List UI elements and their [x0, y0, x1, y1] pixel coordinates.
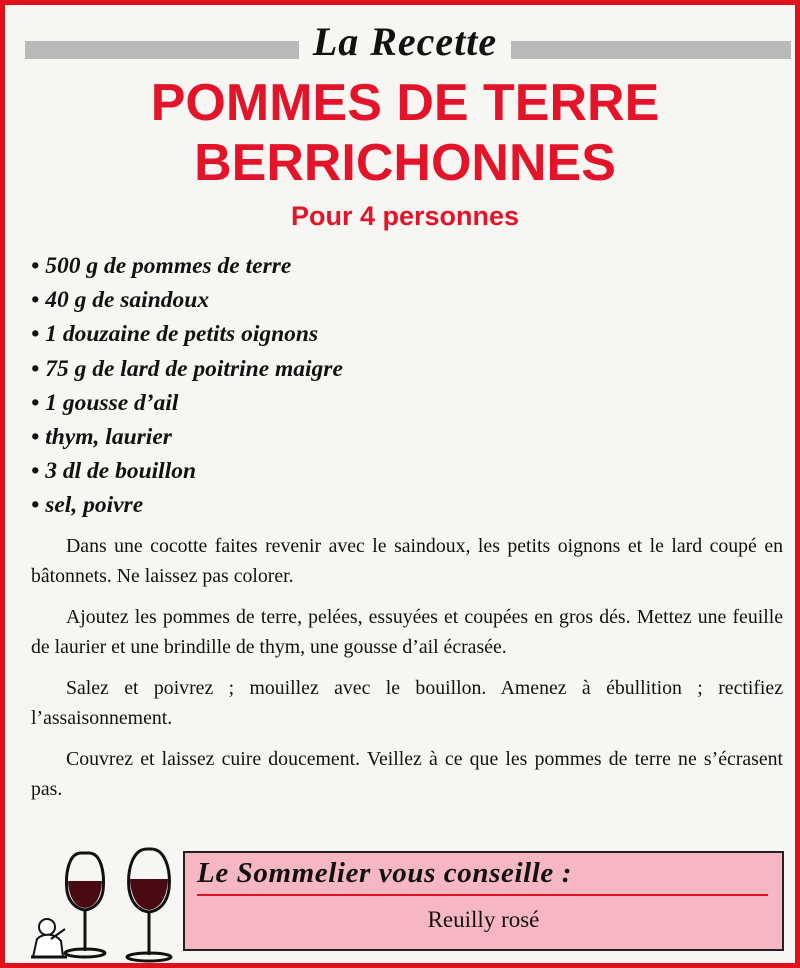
bullet-icon: • [31, 287, 40, 314]
wine-glasses-icon [29, 843, 199, 965]
instruction-paragraph: Salez et poivrez ; mouillez avec le bouillon. Amenez à ébullition ; rectifiez l’assaisonnement. [31, 677, 783, 729]
instructions [31, 531, 783, 815]
ingredient-item: • 40 g de saindoux [31, 287, 210, 314]
ingredient-item: • 75 g de lard de poitrine maigre [31, 355, 343, 382]
ingredient-item: • 500 g de pommes de terre [31, 253, 292, 279]
bullet-icon: • [31, 253, 40, 279]
ingredient-item: • 1 douzaine de petits oignons [31, 321, 319, 348]
instruction-paragraph: Dans une cocotte faites revenir avec le saindoux, les petits oignons et le lard coupé en bâtonnets. Ne laissez pas colorer. [31, 535, 783, 587]
bullet-icon: • [31, 389, 40, 416]
recipe-title [5, 73, 800, 193]
ingredient-item: • sel, poivre [31, 492, 144, 519]
ingredient-list [31, 249, 343, 523]
bullet-icon: • [31, 355, 40, 382]
sommelier-title: Le Sommelier vous conseille : [197, 857, 573, 889]
ingredient-item: • 1 gousse d’ail [31, 389, 179, 416]
ingredient-item: • 3 dl de bouillon [31, 458, 197, 485]
servings-subtitle: Pour 4 personnes [290, 201, 520, 231]
bullet-icon: • [31, 424, 40, 451]
bullet-icon: • [31, 321, 40, 348]
sommelier-wine: Reuilly rosé [427, 907, 540, 932]
sommelier-box [183, 851, 784, 951]
sommelier-divider [197, 894, 768, 896]
recipe-kicker [5, 17, 800, 67]
kicker-text: La Recette [299, 17, 511, 67]
instruction-paragraph: Ajoutez les pommes de terre, pelées, essuyées et coupées en gros dés. Mettez une feuille de laurier et une brindille de thym, une gousse d’ail écrasée. [31, 606, 783, 658]
title-line-1: POMMES DE TERRE [150, 74, 660, 132]
instruction-paragraph: Couvrez et laissez cuire doucement. Veillez à ce que les pommes de terre ne s’écrasent pas. [31, 748, 783, 800]
bullet-icon: • [31, 492, 40, 519]
ingredient-item: • thym, laurier [31, 424, 172, 451]
bullet-icon: • [31, 458, 40, 485]
title-line-2: BERRICHONNES [194, 134, 616, 192]
